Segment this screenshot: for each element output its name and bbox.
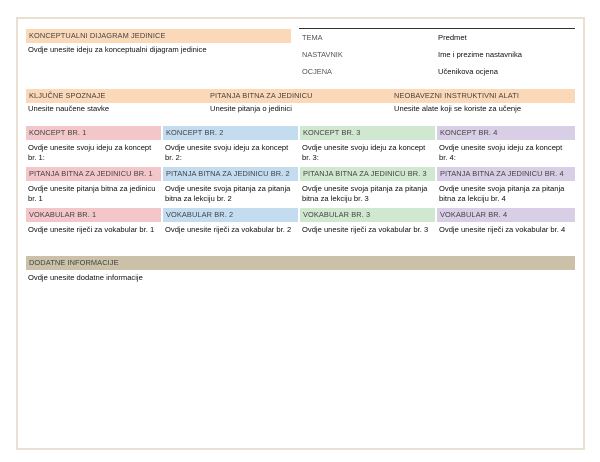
- concept-diagram-header: KONCEPTUALNI DIJAGRAM JEDINICE: [26, 29, 291, 43]
- additional-info-text[interactable]: Ovdje unesite dodatne informacije: [28, 273, 143, 282]
- topic-value[interactable]: Predmet: [438, 33, 467, 42]
- topic-label: TEMA: [302, 33, 323, 42]
- concept-2-text[interactable]: Ovdje unesite svoju ideju za koncept br. 2:: [165, 143, 289, 162]
- concept-3-header: KONCEPT BR. 3: [300, 126, 435, 140]
- key-learnings-header: KLJUČNE SPOZNAJE: [29, 91, 106, 100]
- concept-4-header: KONCEPT BR. 4: [437, 126, 575, 140]
- unit-questions-text[interactable]: Unesite pitanja o jedinici: [210, 104, 292, 113]
- question-3-header: PITANJA BITNA ZA JEDINICU BR. 3: [300, 167, 435, 181]
- optional-tools-text[interactable]: Unesite alate koji se koriste za učenje: [394, 104, 522, 113]
- teacher-value[interactable]: Ime i prezime nastavnika: [438, 50, 522, 59]
- question-1-header: PITANJA BITNA ZA JEDINICU BR. 1: [26, 167, 161, 181]
- vocab-2-header: VOKABULAR BR. 2: [163, 208, 298, 222]
- concept-3-text[interactable]: Ovdje unesite svoju ideju za koncept br. 3:: [302, 143, 426, 162]
- vocab-1-text[interactable]: Ovdje unesite riječi za vokabular br. 1: [28, 225, 155, 234]
- question-2-header: PITANJA BITNA ZA JEDINICU BR. 2: [163, 167, 298, 181]
- unit-questions-header: PITANJA BITNA ZA JEDINICU: [210, 91, 313, 100]
- question-2-text[interactable]: Ovdje unesite svoja pitanja za pitanja bitna za lekciju br. 2: [165, 184, 291, 203]
- vocab-3-header: VOKABULAR BR. 3: [300, 208, 435, 222]
- question-4-text[interactable]: Ovdje unesite svoja pitanja za pitanja bitna za lekciju br. 4: [439, 184, 565, 203]
- optional-tools-header: NEOBAVEZNI INSTRUKTIVNI ALATI: [394, 91, 520, 100]
- vocab-4-text[interactable]: Ovdje unesite riječi za vokabular br. 4: [439, 225, 566, 234]
- grade-value[interactable]: Učenikova ocjena: [438, 67, 498, 76]
- question-1-text[interactable]: Ovdje unesite pitanja bitna za jedinicu br. 1: [28, 184, 156, 203]
- key-learnings-text[interactable]: Unesite naučene stavke: [28, 104, 110, 113]
- concept-1-text[interactable]: Ovdje unesite svoju ideju za koncept br. 1:: [28, 143, 152, 162]
- grade-label: OCJENA: [302, 67, 332, 76]
- question-3-text[interactable]: Ovdje unesite svoja pitanja za pitanja bitna za lekciju br. 3: [302, 184, 428, 203]
- vocab-2-text[interactable]: Ovdje unesite riječi za vokabular br. 2: [165, 225, 292, 234]
- vocab-1-header: VOKABULAR BR. 1: [26, 208, 161, 222]
- teacher-label: NASTAVNIK: [302, 50, 343, 59]
- additional-info-header: DODATNE INFORMACIJE: [26, 256, 575, 270]
- concept-diagram-text[interactable]: Ovdje unesite ideju za konceptualni dijagram jedinice: [28, 45, 207, 54]
- info-top-rule: [299, 28, 575, 29]
- vocab-3-text[interactable]: Ovdje unesite riječi za vokabular br. 3: [302, 225, 429, 234]
- question-4-header: PITANJA BITNA ZA JEDINICU BR. 4: [437, 167, 575, 181]
- concept-2-header: KONCEPT BR. 2: [163, 126, 298, 140]
- concept-1-header: KONCEPT BR. 1: [26, 126, 161, 140]
- concept-4-text[interactable]: Ovdje unesite svoju ideju za koncept br. 4:: [439, 143, 563, 162]
- vocab-4-header: VOKABULAR BR. 4: [437, 208, 575, 222]
